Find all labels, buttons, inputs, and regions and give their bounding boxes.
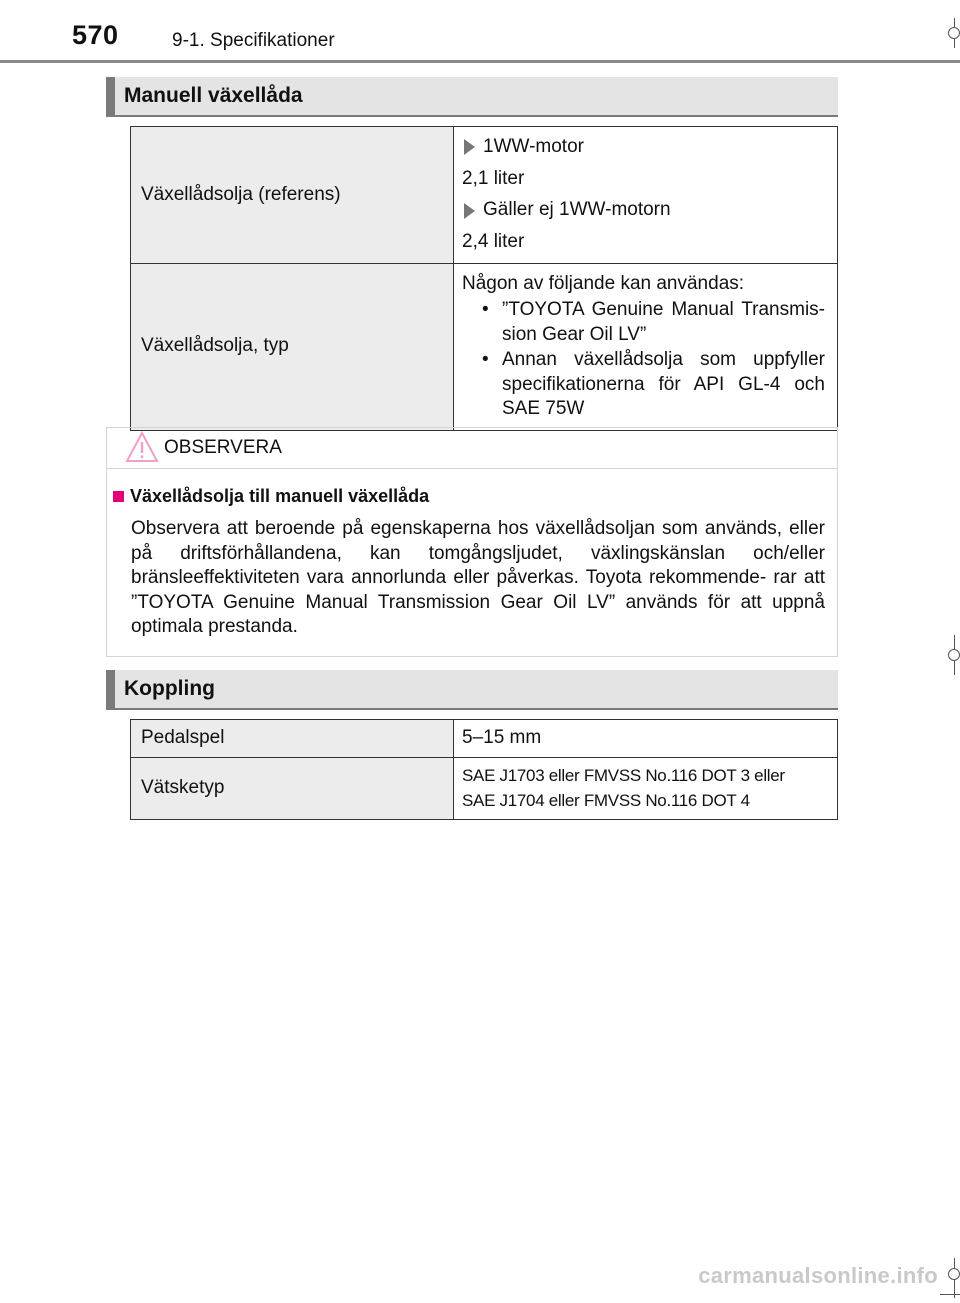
list-item: • ”TOYOTA Genuine Manual Transmis- sion Gear Oil LV” [462,298,825,347]
row-value [454,127,838,264]
notice-label: OBSERVERA [164,437,282,458]
section-header-manual-gearbox [106,77,838,117]
oil-type-intro: Någon av följande kan användas: [462,272,745,294]
page-header [0,0,960,62]
manual-gearbox-table [130,126,838,431]
crop-mark-middle [940,635,960,675]
row-value [454,758,838,820]
page-number: 570 [72,20,119,50]
crop-mark-bottom [940,1258,960,1298]
fluid-type-line: SAE J1703 eller FMVSS No.116 DOT 3 eller [462,765,785,785]
square-bullet-icon [113,491,124,502]
section-header-clutch [106,670,838,710]
volume-other: 2,4 liter [462,231,525,253]
fluid-type-line: SAE J1704 eller FMVSS No.116 DOT 4 [462,790,750,810]
arrow-right-icon [464,203,475,219]
oil-type-list [462,298,825,421]
engine-other: Gäller ej 1WW-motorn [483,199,671,221]
table-row [131,263,838,430]
clutch-table [130,719,838,820]
warning-icon [125,431,159,463]
section-title: Koppling [124,677,215,700]
crop-mark-top [940,18,960,48]
row-value: 5–15 mm [454,720,838,758]
watermark: carmanualsonline.info [698,1263,938,1288]
engine-line [462,198,825,223]
row-label: Vätsketyp [131,758,454,820]
volume-1ww: 2,1 liter [462,167,525,189]
section-title: Manuell växellåda [124,84,303,107]
engine-1ww: 1WW-motor [483,136,584,157]
notice-subtitle-text: Växellådsolja till manuell växellåda [130,486,430,506]
row-value [454,263,838,430]
list-item: • Annan växellådsolja som uppfyller specifikationerna för API GL-4 och SAE 75W [462,348,825,422]
section-marker [106,670,115,708]
row-label: Pedalspel [131,720,454,758]
notice-box [106,427,838,657]
table-row [131,127,838,264]
table-row [131,720,838,758]
header-rule [0,60,960,63]
row-label: Växellådsolja (referens) [131,127,454,264]
notice-body [107,469,837,640]
notice-header [107,428,837,469]
table-row [131,758,838,820]
notice-subtitle [113,486,825,507]
notice-text: Observera att beroende på egenskaperna hos växellådsoljan som används, eller på driftsförhållandena, kan tomgångsljudet, växlingskänslan och/eller bränsleeffektiviteten vara annorlunda eller påverkas. Toyota rekommende- rar att ”TOYOTA Genuine Manual Transmission Gear Oil LV” används för att uppnå optimala prestanda. [131,518,825,637]
engine-line [462,135,825,160]
row-label: Växellådsolja, typ [131,263,454,430]
section-marker [106,77,115,115]
chapter-title: 9-1. Specifikationer [172,30,335,51]
arrow-right-icon [464,139,475,155]
